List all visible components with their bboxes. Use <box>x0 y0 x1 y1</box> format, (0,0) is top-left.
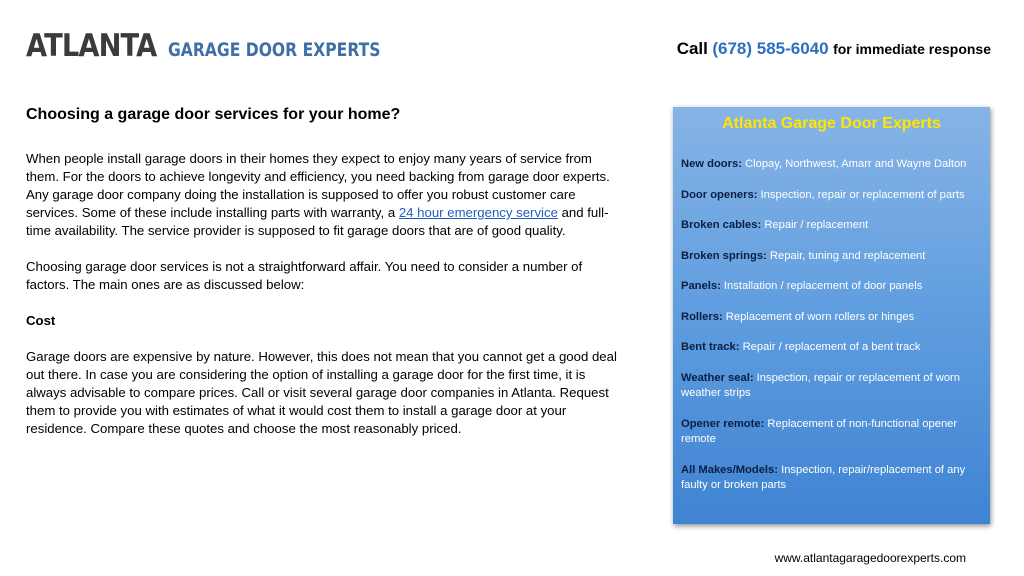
service-item <box>681 218 982 234</box>
service-item <box>681 340 982 356</box>
article-paragraph-3: Garage doors are expensive by nature. However, this does not mean that you cannot get a good deal out there. In case you are considering the option of installing a garage door for the first time, it is always advisable to compare prices. Call or visit several garage door companies in Atlanta. Request them to provide you with estimates of what it would cost them to install a garage door at your residence. Compare these quotes and choose the most reasonably priced. <box>26 349 617 436</box>
service-item <box>681 279 982 295</box>
service-label: Broken springs: <box>681 249 767 262</box>
service-text: Inspection, repair/replacement of any faulty or broken parts <box>681 463 966 491</box>
logo-primary: ATLANTA <box>26 28 157 64</box>
service-label: Weather seal: <box>681 371 754 384</box>
panel-title: Atlanta Garage Door Experts <box>722 115 941 132</box>
article-heading: Choosing a garage door services for your home? <box>26 106 401 123</box>
service-text: Repair / replacement <box>764 219 869 231</box>
service-label: Opener remote: <box>681 417 765 430</box>
paragraph-1-text-start: When people install garage doors in their homes they expect to enjoy many years of service from them. For the doors to achieve longevity and efficiency, you need backing from garage door experts. Any garage door company doing the installation is supposed to offer you robust customer care services. Some of these include installing parts with warranty, a <box>26 151 610 220</box>
service-item <box>681 157 982 173</box>
article-paragraph-2: Choosing garage door services is not a straightforward affair. You need to consider a number of factors. The main ones are as discussed below: <box>26 259 583 292</box>
service-label: All Makes/Models: <box>681 463 778 476</box>
service-label: Panels: <box>681 280 721 292</box>
service-label: Door openers: <box>681 188 758 201</box>
service-text: Repair, tuning and replacement <box>769 249 926 262</box>
service-item <box>681 310 982 326</box>
paragraph-1-text-end: and full-time availability. The service provider is supposed to fit garage doors that are of good quality. <box>26 205 609 238</box>
service-item <box>681 417 982 448</box>
service-text: Installation / replacement of door panels <box>723 280 923 292</box>
service-text: Repair / replacement of a bent track <box>742 341 921 353</box>
service-text: Replacement of non-functional opener remote <box>681 417 958 445</box>
services-panel <box>673 107 990 524</box>
service-text: Inspection, repair or replacement of parts <box>760 188 965 201</box>
service-item <box>681 188 982 204</box>
logo <box>26 28 427 64</box>
service-label: Rollers: <box>681 310 723 323</box>
call-label: Call <box>676 39 708 58</box>
footer-website-url[interactable]: www.atlantagaragedoorexperts.com <box>774 551 966 565</box>
call-tagline: for immediate response <box>833 41 991 57</box>
call-banner <box>677 39 991 59</box>
service-item <box>681 249 982 265</box>
phone-number[interactable]: (678) 585-6040 <box>712 39 829 58</box>
service-text: Replacement of worn rollers or hinges <box>725 310 915 323</box>
service-label: New doors: <box>681 158 742 170</box>
logo-secondary: GARAGE DOOR EXPERTS <box>167 39 381 61</box>
emergency-service-link[interactable]: 24 hour emergency service <box>398 205 558 220</box>
service-label: Bent track: <box>681 341 740 353</box>
service-label: Broken cables: <box>681 219 762 231</box>
service-text: Clopay, Northwest, Amarr and Wayne Dalton <box>745 158 967 170</box>
article <box>26 106 626 456</box>
article-subheading-cost: Cost <box>26 313 56 328</box>
service-item <box>681 371 982 402</box>
service-item <box>681 463 982 494</box>
article-paragraph-1 <box>26 150 626 240</box>
service-text: Inspection, repair or replacement of worn weather strips <box>681 371 960 399</box>
